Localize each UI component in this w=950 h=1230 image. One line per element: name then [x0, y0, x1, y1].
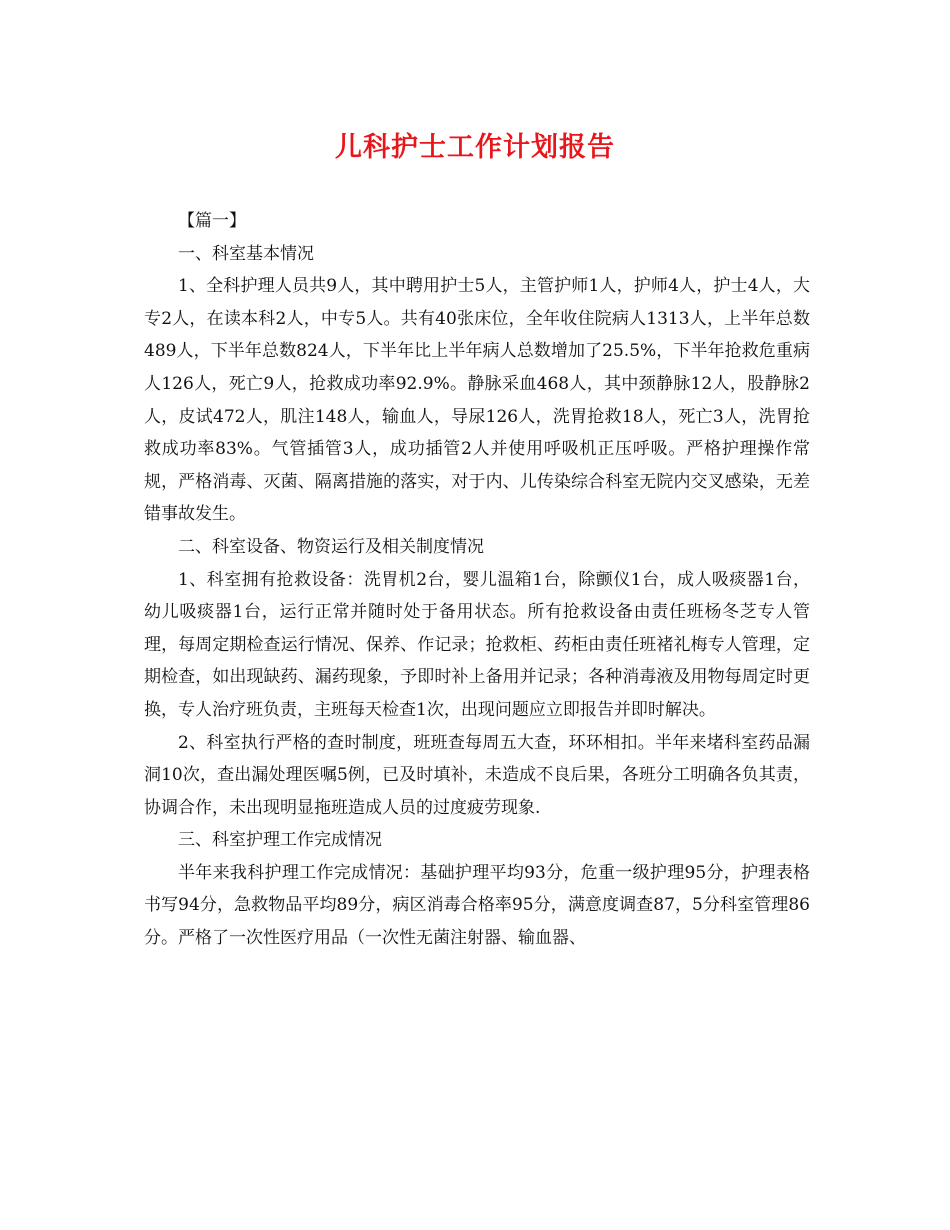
paragraph-nursing-scores: 半年来我科护理工作完成情况：基础护理平均93分，危重一级护理95分，护理表格书写94分，急救物品平均89分，病区消毒合格率95分，满意度调查87，5分科室管理86分。严格了一次性医疗用品（一次性无菌注射器、输血器、: [144, 862, 810, 949]
section-label: 【篇一】: [178, 211, 246, 231]
heading-nursing-completion: 三、科室护理工作完成情况: [178, 830, 382, 851]
paragraph-staff-and-patients: 1、全科护理人员共9人，其中聘用护士5人，主管护师1人，护师4人，护士4人，大专2人，在读本科2人，中专5人。共有40张床位，全年收住院病人1313人，上半年总数489人，下半年总数824人，下半年比上半年病人总数增加了25.5%，下半年抢救危重病人126人，死亡9人，抢救成功率92.9%。静脉采血468人，其中颈静脉12人，股静脉2人，皮试472人，肌注148人，输血人，导尿126人，洗胃抢救18人，死亡3人，洗胃抢救成功率83%。气管插管3人，成功插管2人并使用呼吸机正压呼吸。严格护理操作常规，严格消毒、灭菌、隔离措施的落实，对于内、儿传染综合科室无院内交叉感染，无差错事故发生。: [144, 276, 810, 525]
paragraph-check-system: 2、科室执行严格的查时制度，班班查每周五大查，环环相扣。半年来堵科室药品漏洞10次，查出漏处理医嘱5例，已及时填补，未造成不良后果，各班分工明确各负其责，协调合作，未出现明显拖班造成人员的过度疲劳现象.: [144, 732, 810, 818]
heading-department-basics: 一、科室基本情况: [178, 243, 314, 264]
paragraph-rescue-equipment: 1、科室拥有抢救设备：洗胃机2台，婴儿温箱1台，除颤仪1台，成人吸痰器1台，幼儿吸痰器1台，运行正常并随时处于备用状态。所有抢救设备由责任班杨冬芝专人管理，每周定期检查运行情况、保养、作记录；抢救柜、药柜由责任班褚礼梅专人管理，定期检查，如出现缺药、漏药现象，予即时补上备用并记录；各种消毒液及用物每周定时更换，专人治疗班负责，主班每天检查1次，出现问题应立即报告并即时解决。: [144, 569, 810, 720]
document-title: 儿科护士工作计划报告: [335, 132, 615, 163]
document-body: [144, 205, 810, 955]
heading-equipment-and-rules: 二、科室设备、物资运行及相关制度情况: [178, 536, 484, 557]
